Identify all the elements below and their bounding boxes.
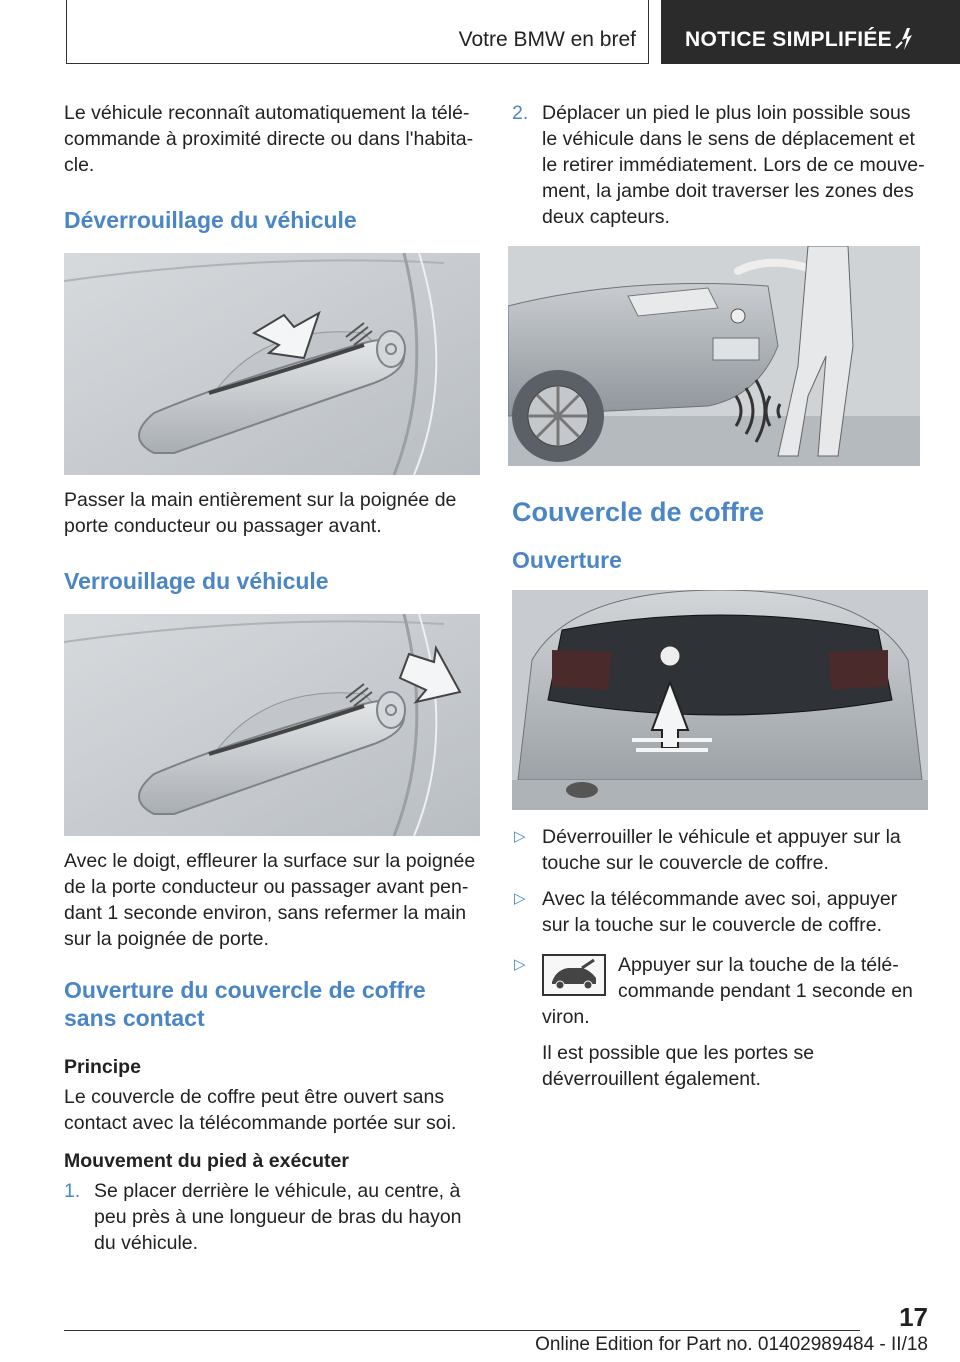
lock-text: Avec le doigt, effleurer la surface sur la poignée de la porte conducteur ou passager avant pendant 1 seconde environ, sans refermer la main sur la poignée de porte.: [64, 850, 476, 950]
remote-trunk-button-icon: [542, 954, 606, 996]
unlock-text: Passer la main entièrement sur la poignée de porte conducteur ou passager avant.: [64, 489, 457, 537]
bullet-2: [512, 886, 928, 938]
step-2-number: 2.: [512, 102, 529, 124]
step-1-number: 1.: [64, 1180, 81, 1202]
section-label: Votre BMW en bref: [458, 28, 636, 51]
left-column: [64, 100, 482, 1256]
header-divider-left: [66, 0, 67, 64]
trunk-lid-figure: [512, 590, 928, 810]
opening-heading: Ouverture: [512, 547, 622, 573]
bullet-marker-icon: ▷: [514, 890, 526, 907]
door-handle-lock-figure: [64, 614, 480, 836]
bullet-marker-icon: ▷: [514, 956, 526, 973]
quick-guide-icon: [893, 26, 919, 52]
footer-rule: [64, 1330, 860, 1331]
door-handle-unlock-figure: [64, 253, 480, 475]
remote-note: Il est possible que les portes se déverrouillent également.: [542, 1042, 815, 1090]
contactless-heading: Ouverture du couvercle de coffre sans contact: [64, 977, 426, 1031]
principle-text: Le couvercle de coffre peut être ouvert sans contact avec la télécommande portée sur soi.: [64, 1086, 457, 1134]
remote-text-b: viron.: [542, 1006, 590, 1028]
step-1: [64, 1178, 482, 1256]
principle-heading: Principe: [64, 1056, 141, 1078]
step-2-text: Déplacer un pied le plus loin possible sous le véhicule dans le sens de déplacement et le retirer immédiatement. Lors de ce mouvement, la jambe doit traverser les zones des deux capteurs.: [542, 102, 925, 228]
bullet-3: [512, 952, 928, 1092]
lock-heading: Verrouillage du véhicule: [64, 568, 329, 594]
step-1-text: Se placer derrière le véhicule, au centre, à peu près à une longueur de bras du hayon du véhicule.: [94, 1180, 462, 1254]
edition-line: Online Edition for Part no. 01402989484 - II/18: [535, 1334, 928, 1355]
bullet-1: [512, 824, 928, 876]
step-2: [512, 100, 928, 230]
header-rule: [66, 63, 648, 64]
chapter-tab: [661, 0, 960, 64]
movement-heading: Mouvement du pied à exécuter: [64, 1150, 349, 1172]
trunk-heading: Couvercle de coffre: [512, 497, 765, 527]
header-divider-mid: [648, 0, 649, 64]
foot-gesture-figure: [508, 246, 920, 466]
intro-text: Le véhicule reconnaît automatiquement la télécommande à proximité directe ou dans l'habitacle.: [64, 102, 474, 176]
page-number: 17: [899, 1302, 928, 1332]
right-column: [512, 100, 928, 1092]
unlock-heading: Déverrouillage du véhicule: [64, 207, 357, 233]
bullet-1-text: Déverrouiller le véhicule et appuyer sur la touche sur le couvercle de coffre.: [542, 826, 901, 874]
chapter-label: NOTICE SIMPLIFIÉE: [685, 28, 892, 51]
remote-text-a: Appuyer sur la touche de la télécommande pendant 1 seconde en: [618, 954, 913, 1002]
bullet-2-text: Avec la télécommande avec soi, appuyer sur la touche sur le couvercle de coffre.: [542, 888, 898, 936]
bullet-marker-icon: ▷: [514, 828, 526, 845]
